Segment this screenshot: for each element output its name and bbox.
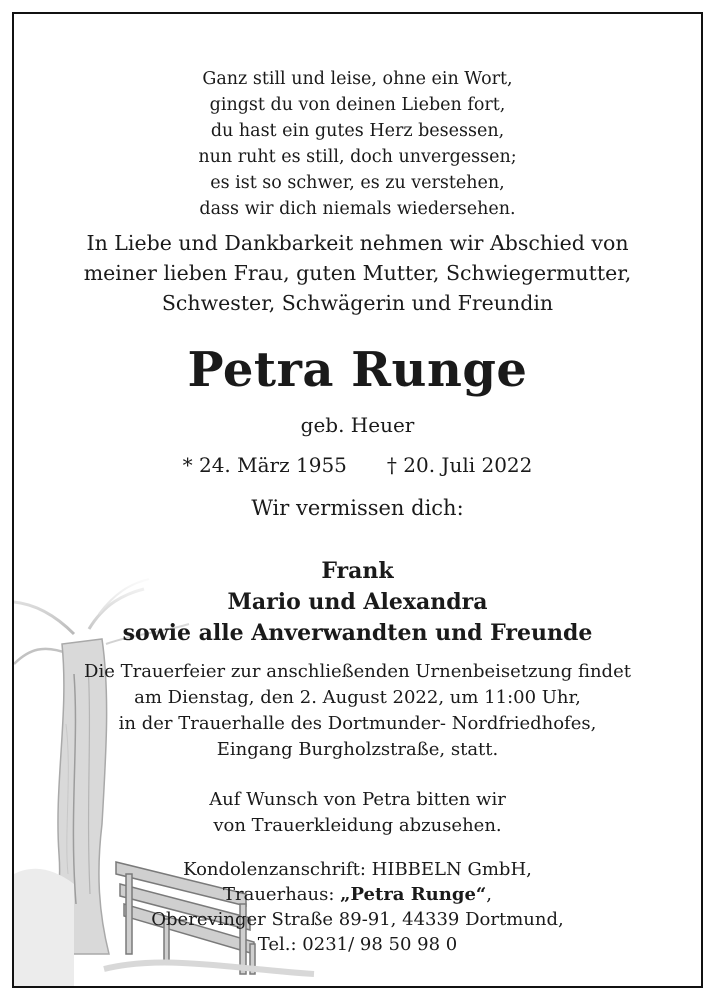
wish-line: von Trauerkleidung abzusehen. (213, 815, 502, 836)
obituary-frame (12, 12, 703, 988)
obituary-content (14, 14, 701, 957)
service-line: am Dienstag, den 2. August 2022, um 11:00 Uhr, (134, 687, 581, 708)
contact-phone: Tel.: 0231/ 98 50 98 0 (257, 934, 458, 955)
service-line: Eingang Burgholzstraße, statt. (216, 739, 499, 760)
life-dates (14, 452, 701, 478)
poem-line: gingst du von deinen Lieben fort, (209, 95, 506, 115)
birth-date: * 24. März 1955 (182, 453, 347, 477)
intro-line: meiner lieben Frau, guten Mutter, Schwiegermutter, (83, 261, 632, 285)
contact-prefix: Trauerhaus: (223, 884, 341, 905)
poem-line: dass wir dich niemals wiedersehen. (199, 199, 516, 219)
deceased-name: Petra Runge (187, 342, 528, 398)
miss-line: Wir vermissen dich: (251, 496, 464, 520)
poem-line: es ist so schwer, es zu verstehen, (210, 173, 505, 193)
funeral-service-info (14, 659, 701, 763)
mourners (14, 556, 701, 649)
wish-line: Auf Wunsch von Petra bitten wir (209, 789, 506, 810)
intro-line: In Liebe und Dankbarkeit nehmen wir Abschied von (86, 231, 629, 255)
contact-line (14, 882, 701, 907)
funeral-home-name: „Petra Runge“ (340, 884, 487, 905)
mourner-line: Frank (321, 558, 394, 584)
intro-line: Schwester, Schwägerin und Freundin (161, 291, 554, 315)
poem (14, 66, 701, 222)
condolence-address (14, 857, 701, 957)
poem-line: nun ruht es still, doch unvergessen; (198, 147, 517, 167)
contact-line: Kondolenzanschrift: HIBBELN GmbH, (183, 859, 532, 880)
maiden-name: geb. Heuer (300, 413, 415, 437)
mourner-line: Mario und Alexandra (227, 589, 488, 615)
mourner-line: sowie alle Anverwandten und Freunde (122, 620, 593, 646)
poem-line: du hast ein gutes Herz besessen, (210, 121, 505, 141)
poem-line: Ganz still und leise, ohne ein Wort, (202, 69, 513, 89)
service-line: in der Trauerhalle des Dortmunder- Nordfriedhofes, (118, 713, 597, 734)
contact-line: Oberevinger Straße 89-91, 44339 Dortmund, (151, 909, 564, 930)
death-date: † 20. Juli 2022 (386, 453, 533, 477)
farewell-intro (14, 228, 701, 318)
contact-suffix: , (486, 884, 492, 905)
mourning-wear-wish (14, 787, 701, 839)
service-line: Die Trauerfeier zur anschließenden Urnenbeisetzung findet (84, 661, 631, 682)
